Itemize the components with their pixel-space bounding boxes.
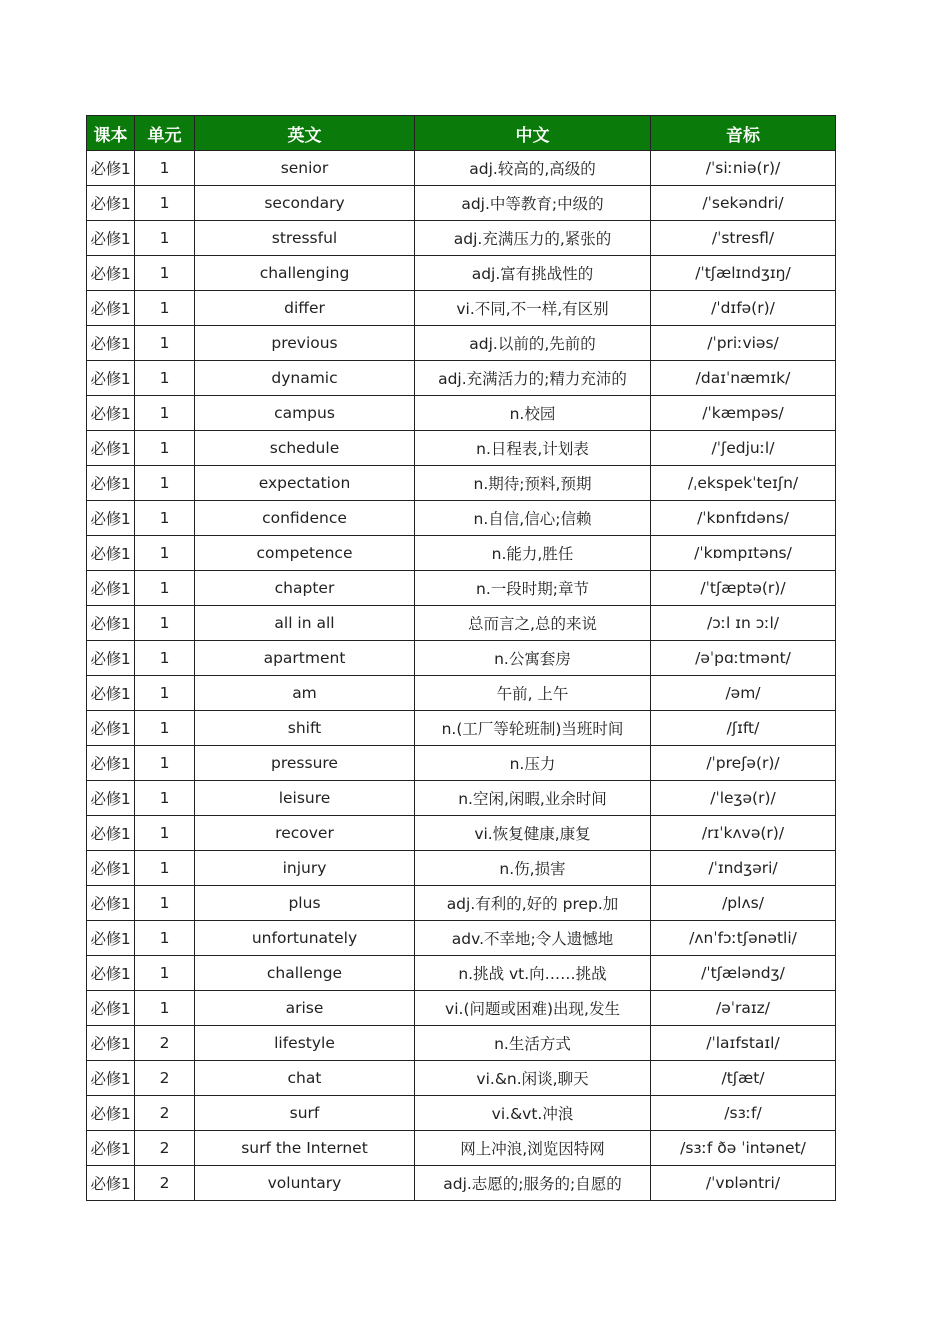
col-header-phonetic: 音标 <box>651 116 836 151</box>
table-row <box>87 956 836 991</box>
header-row <box>87 116 836 151</box>
textbook-cell: 必修1 <box>87 816 135 851</box>
table-row <box>87 676 836 711</box>
chinese-cell: n.自信,信心;信赖 <box>415 501 651 536</box>
chinese-cell: adv.不幸地;令人遗憾地 <box>415 921 651 956</box>
phonetic-cell: /ˈleʒə(r)/ <box>651 781 836 816</box>
english-cell: arise <box>195 991 415 1026</box>
table-row <box>87 536 836 571</box>
col-header-unit: 单元 <box>135 116 195 151</box>
english-cell: pressure <box>195 746 415 781</box>
phonetic-cell: /əˈpɑːtmənt/ <box>651 641 836 676</box>
chinese-cell: vi.不同,不一样,有区别 <box>415 291 651 326</box>
textbook-cell: 必修1 <box>87 256 135 291</box>
english-cell: leisure <box>195 781 415 816</box>
unit-cell: 1 <box>135 991 195 1026</box>
unit-cell: 1 <box>135 186 195 221</box>
table-row <box>87 991 836 1026</box>
table-row <box>87 886 836 921</box>
textbook-cell: 必修1 <box>87 991 135 1026</box>
english-cell: competence <box>195 536 415 571</box>
english-cell: all in all <box>195 606 415 641</box>
table-row <box>87 746 836 781</box>
unit-cell: 1 <box>135 641 195 676</box>
phonetic-cell: /ˈsiːniə(r)/ <box>651 151 836 186</box>
english-cell: plus <box>195 886 415 921</box>
phonetic-cell: /ˈkæmpəs/ <box>651 396 836 431</box>
phonetic-cell: /əm/ <box>651 676 836 711</box>
english-cell: dynamic <box>195 361 415 396</box>
textbook-cell: 必修1 <box>87 746 135 781</box>
unit-cell: 1 <box>135 676 195 711</box>
chinese-cell: n.能力,胜任 <box>415 536 651 571</box>
chinese-cell: adj.有利的,好的 prep.加 <box>415 886 651 921</box>
phonetic-cell: /ˈɪndʒəri/ <box>651 851 836 886</box>
phonetic-cell: /ʃɪft/ <box>651 711 836 746</box>
english-cell: challenge <box>195 956 415 991</box>
phonetic-cell: /daɪˈnæmɪk/ <box>651 361 836 396</box>
english-cell: schedule <box>195 431 415 466</box>
chinese-cell: n.压力 <box>415 746 651 781</box>
textbook-cell: 必修1 <box>87 1131 135 1166</box>
table-row <box>87 816 836 851</box>
table-row <box>87 711 836 746</box>
textbook-cell: 必修1 <box>87 536 135 571</box>
chinese-cell: n.生活方式 <box>415 1026 651 1061</box>
unit-cell: 1 <box>135 921 195 956</box>
textbook-cell: 必修1 <box>87 606 135 641</box>
unit-cell: 2 <box>135 1131 195 1166</box>
phonetic-cell: /ʌnˈfɔːtʃənətli/ <box>651 921 836 956</box>
chinese-cell: adj.较高的,高级的 <box>415 151 651 186</box>
chinese-cell: n.(工厂等轮班制)当班时间 <box>415 711 651 746</box>
textbook-cell: 必修1 <box>87 851 135 886</box>
textbook-cell: 必修1 <box>87 186 135 221</box>
unit-cell: 1 <box>135 431 195 466</box>
vocabulary-table <box>86 115 836 1201</box>
table-row <box>87 466 836 501</box>
textbook-cell: 必修1 <box>87 676 135 711</box>
chinese-cell: 网上冲浪,浏览因特网 <box>415 1131 651 1166</box>
table-row <box>87 1166 836 1201</box>
unit-cell: 1 <box>135 361 195 396</box>
textbook-cell: 必修1 <box>87 151 135 186</box>
unit-cell: 1 <box>135 956 195 991</box>
unit-cell: 1 <box>135 781 195 816</box>
english-cell: expectation <box>195 466 415 501</box>
table-row <box>87 641 836 676</box>
col-header-textbook: 课本 <box>87 116 135 151</box>
phonetic-cell: /sɜːf/ <box>651 1096 836 1131</box>
textbook-cell: 必修1 <box>87 501 135 536</box>
english-cell: surf the Internet <box>195 1131 415 1166</box>
phonetic-cell: /ˈstresfl/ <box>651 221 836 256</box>
unit-cell: 2 <box>135 1026 195 1061</box>
table-row <box>87 326 836 361</box>
phonetic-cell: /ˈsekəndri/ <box>651 186 836 221</box>
english-cell: voluntary <box>195 1166 415 1201</box>
phonetic-cell: /ˈʃedjuːl/ <box>651 431 836 466</box>
phonetic-cell: /ˈkɒnfɪdəns/ <box>651 501 836 536</box>
chinese-cell: n.校园 <box>415 396 651 431</box>
unit-cell: 2 <box>135 1166 195 1201</box>
textbook-cell: 必修1 <box>87 711 135 746</box>
unit-cell: 1 <box>135 816 195 851</box>
table-row <box>87 396 836 431</box>
phonetic-cell: /ˈtʃæptə(r)/ <box>651 571 836 606</box>
chinese-cell: adj.充满压力的,紧张的 <box>415 221 651 256</box>
unit-cell: 1 <box>135 291 195 326</box>
unit-cell: 1 <box>135 746 195 781</box>
textbook-cell: 必修1 <box>87 466 135 501</box>
chinese-cell: n.日程表,计划表 <box>415 431 651 466</box>
chinese-cell: adj.志愿的;服务的;自愿的 <box>415 1166 651 1201</box>
table-row <box>87 571 836 606</box>
chinese-cell: 午前, 上午 <box>415 676 651 711</box>
phonetic-cell: /rɪˈkʌvə(r)/ <box>651 816 836 851</box>
unit-cell: 1 <box>135 326 195 361</box>
english-cell: injury <box>195 851 415 886</box>
chinese-cell: vi.&n.闲谈,聊天 <box>415 1061 651 1096</box>
textbook-cell: 必修1 <box>87 326 135 361</box>
textbook-cell: 必修1 <box>87 396 135 431</box>
table-row <box>87 1096 836 1131</box>
english-cell: lifestyle <box>195 1026 415 1061</box>
unit-cell: 1 <box>135 396 195 431</box>
phonetic-cell: /ˈtʃælɪndʒɪŋ/ <box>651 256 836 291</box>
unit-cell: 1 <box>135 501 195 536</box>
english-cell: shift <box>195 711 415 746</box>
english-cell: chat <box>195 1061 415 1096</box>
phonetic-cell: /ɔːl ɪn ɔːl/ <box>651 606 836 641</box>
table-row <box>87 1131 836 1166</box>
unit-cell: 1 <box>135 571 195 606</box>
unit-cell: 1 <box>135 886 195 921</box>
table-row <box>87 186 836 221</box>
textbook-cell: 必修1 <box>87 291 135 326</box>
table-row <box>87 256 836 291</box>
unit-cell: 2 <box>135 1061 195 1096</box>
unit-cell: 1 <box>135 711 195 746</box>
textbook-cell: 必修1 <box>87 641 135 676</box>
phonetic-cell: /ˈpriːviəs/ <box>651 326 836 361</box>
textbook-cell: 必修1 <box>87 361 135 396</box>
english-cell: previous <box>195 326 415 361</box>
table-row <box>87 781 836 816</box>
english-cell: recover <box>195 816 415 851</box>
textbook-cell: 必修1 <box>87 921 135 956</box>
table-row <box>87 1061 836 1096</box>
english-cell: unfortunately <box>195 921 415 956</box>
english-cell: am <box>195 676 415 711</box>
chinese-cell: vi.&vt.冲浪 <box>415 1096 651 1131</box>
table-row <box>87 851 836 886</box>
english-cell: campus <box>195 396 415 431</box>
table-row <box>87 606 836 641</box>
table-row <box>87 501 836 536</box>
textbook-cell: 必修1 <box>87 431 135 466</box>
table-row <box>87 221 836 256</box>
english-cell: challenging <box>195 256 415 291</box>
chinese-cell: n.公寓套房 <box>415 641 651 676</box>
textbook-cell: 必修1 <box>87 1026 135 1061</box>
textbook-cell: 必修1 <box>87 1096 135 1131</box>
textbook-cell: 必修1 <box>87 956 135 991</box>
unit-cell: 1 <box>135 466 195 501</box>
textbook-cell: 必修1 <box>87 781 135 816</box>
chinese-cell: adj.充满活力的;精力充沛的 <box>415 361 651 396</box>
english-cell: chapter <box>195 571 415 606</box>
table-row <box>87 1026 836 1061</box>
unit-cell: 1 <box>135 851 195 886</box>
textbook-cell: 必修1 <box>87 221 135 256</box>
col-header-english: 英文 <box>195 116 415 151</box>
english-cell: secondary <box>195 186 415 221</box>
table-row <box>87 291 836 326</box>
phonetic-cell: /ˈvɒləntri/ <box>651 1166 836 1201</box>
table-row <box>87 921 836 956</box>
textbook-cell: 必修1 <box>87 1061 135 1096</box>
english-cell: apartment <box>195 641 415 676</box>
chinese-cell: n.伤,损害 <box>415 851 651 886</box>
chinese-cell: vi.恢复健康,康复 <box>415 816 651 851</box>
table-row <box>87 361 836 396</box>
chinese-cell: n.空闲,闲暇,业余时间 <box>415 781 651 816</box>
textbook-cell: 必修1 <box>87 571 135 606</box>
phonetic-cell: /tʃæt/ <box>651 1061 836 1096</box>
unit-cell: 1 <box>135 221 195 256</box>
textbook-cell: 必修1 <box>87 1166 135 1201</box>
unit-cell: 1 <box>135 256 195 291</box>
unit-cell: 1 <box>135 151 195 186</box>
unit-cell: 1 <box>135 606 195 641</box>
phonetic-cell: /sɜːf ðə ˈintənet/ <box>651 1131 836 1166</box>
phonetic-cell: /ˈkɒmpɪtəns/ <box>651 536 836 571</box>
english-cell: senior <box>195 151 415 186</box>
phonetic-cell: /plʌs/ <box>651 886 836 921</box>
chinese-cell: n.一段时期;章节 <box>415 571 651 606</box>
phonetic-cell: /ˈpreʃə(r)/ <box>651 746 836 781</box>
phonetic-cell: /ˌekspekˈteɪʃn/ <box>651 466 836 501</box>
unit-cell: 2 <box>135 1096 195 1131</box>
english-cell: differ <box>195 291 415 326</box>
col-header-chinese: 中文 <box>415 116 651 151</box>
phonetic-cell: /ˈlaɪfstaɪl/ <box>651 1026 836 1061</box>
textbook-cell: 必修1 <box>87 886 135 921</box>
phonetic-cell: /əˈraɪz/ <box>651 991 836 1026</box>
chinese-cell: n.期待;预料,预期 <box>415 466 651 501</box>
chinese-cell: adj.以前的,先前的 <box>415 326 651 361</box>
chinese-cell: n.挑战 vt.向……挑战 <box>415 956 651 991</box>
table-row <box>87 431 836 466</box>
chinese-cell: adj.富有挑战性的 <box>415 256 651 291</box>
english-cell: confidence <box>195 501 415 536</box>
english-cell: stressful <box>195 221 415 256</box>
chinese-cell: vi.(问题或困难)出现,发生 <box>415 991 651 1026</box>
chinese-cell: adj.中等教育;中级的 <box>415 186 651 221</box>
phonetic-cell: /ˈdɪfə(r)/ <box>651 291 836 326</box>
english-cell: surf <box>195 1096 415 1131</box>
table-row <box>87 151 836 186</box>
chinese-cell: 总而言之,总的来说 <box>415 606 651 641</box>
unit-cell: 1 <box>135 536 195 571</box>
phonetic-cell: /ˈtʃæləndʒ/ <box>651 956 836 991</box>
